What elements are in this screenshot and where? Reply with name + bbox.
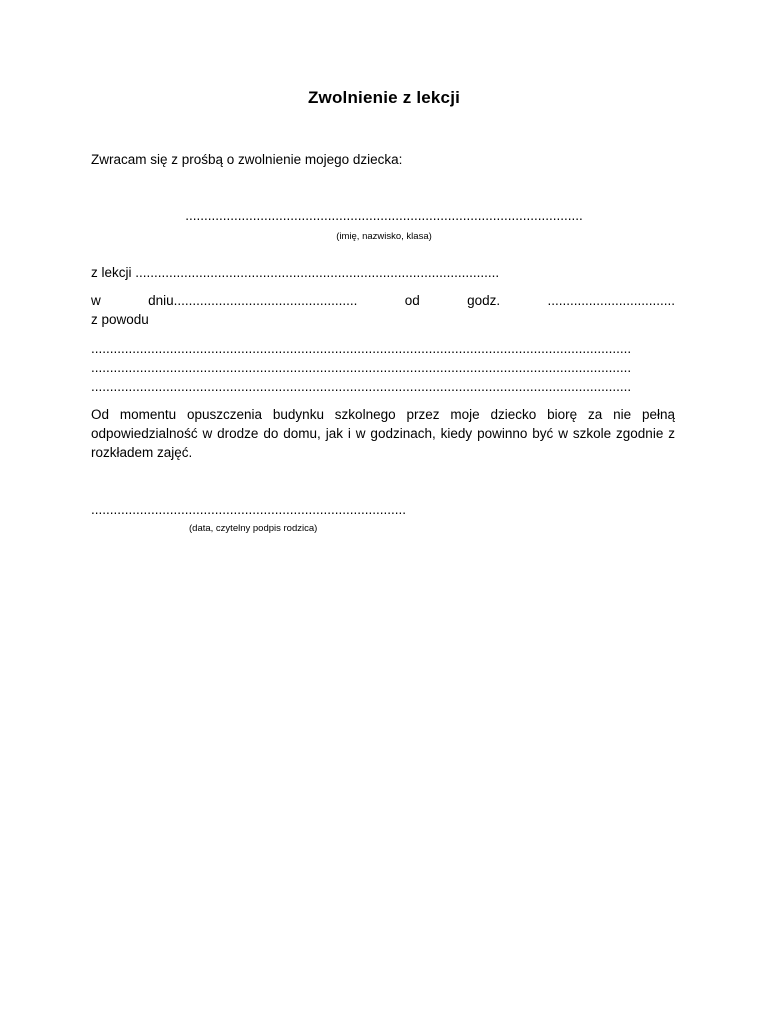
responsibility-paragraph: Od momentu opuszczenia budynku szkolnego przez moje dziecko biorę za nie pełną odpowiedzialność w drodze do domu, jak i w godzinach, kiedy powinno być w szkole zgodnie z rozkładem zajęć. xyxy=(91,407,675,460)
lesson-line: z lekcji ................................................................................................. xyxy=(91,265,500,280)
date-time-row xyxy=(91,293,675,308)
document-title: Zwolnienie z lekcji xyxy=(307,88,461,107)
reason-line-3: ................................................................................................................................................ xyxy=(91,379,632,394)
signature-caption: (data, czytelny podpis rodzica) xyxy=(189,523,318,534)
time-field: .................................. xyxy=(547,293,675,308)
reason-line-1: ................................................................................................................................................ xyxy=(91,341,632,356)
intro-text: Zwracam się z prośbą o zwolnienie mojego dziecka: xyxy=(91,152,403,167)
date-w-label: w xyxy=(91,293,101,308)
signature-field: .................................................................................... xyxy=(91,502,407,517)
from-label: od xyxy=(404,293,420,308)
date-field: dniu................................................. xyxy=(148,293,358,308)
student-name-caption: (imię, nazwisko, klasa) xyxy=(336,231,432,242)
hour-label: godz. xyxy=(467,293,501,308)
reason-label: z powodu xyxy=(91,312,149,327)
student-name-field: .......................................................................................................... xyxy=(185,208,583,223)
reason-line-2: ................................................................................................................................................ xyxy=(91,360,632,375)
